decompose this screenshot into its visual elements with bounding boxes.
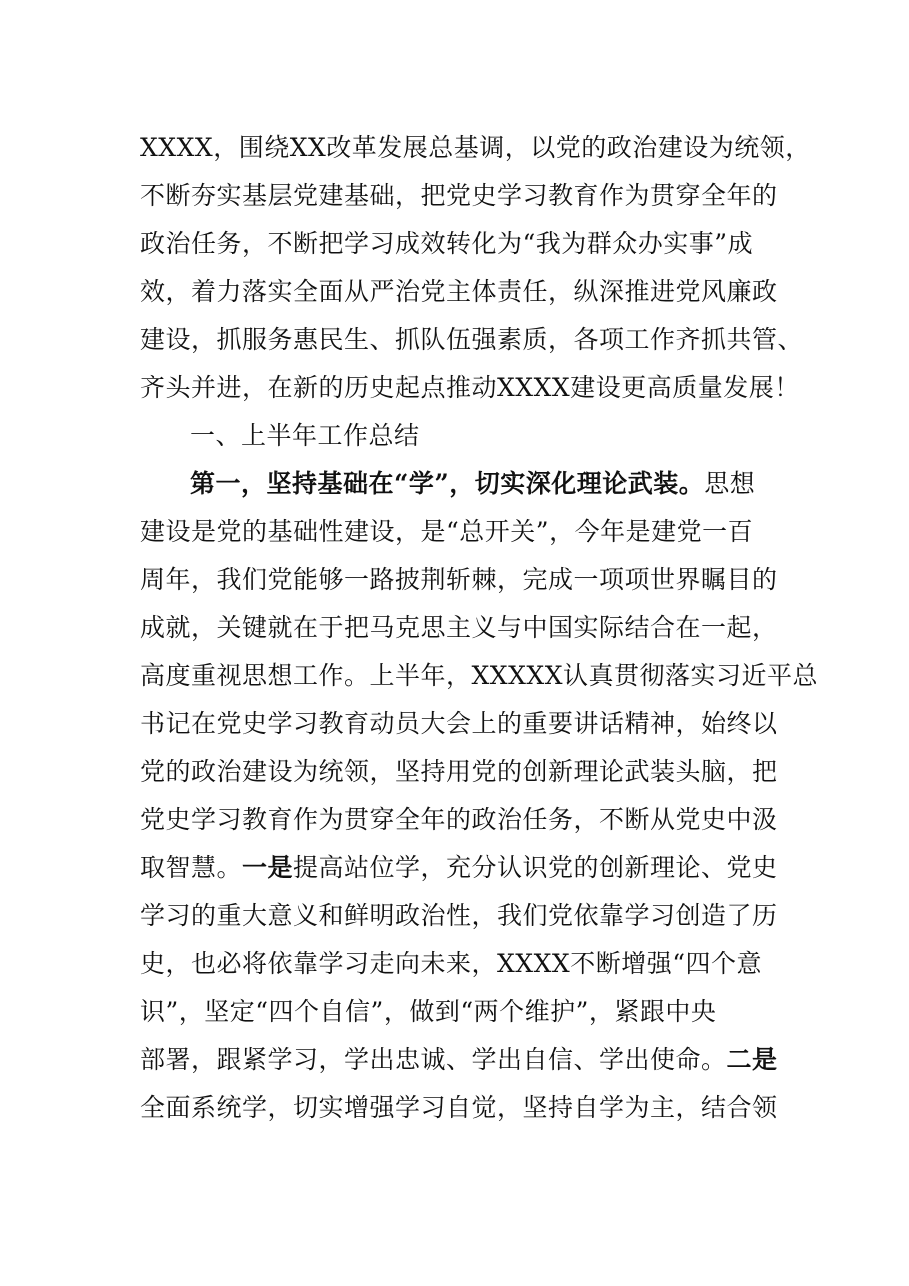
para1-line-yi xyxy=(140,844,780,892)
yi-rest: 提高站位学，充分认识党的创新理论、党史 xyxy=(293,853,778,882)
para1-lead-line xyxy=(140,460,780,508)
para1-line-5: 书记在党史学习教育动员大会上的重要讲话精神，始终以 xyxy=(140,709,778,738)
para1-line-3: 成就，关键就在于把马克思主义与中国实际结合在一起， xyxy=(140,613,778,642)
intro-line-5: 建设，抓服务惠民生、抓队伍强素质，各项工作齐抓共管、 xyxy=(140,325,804,354)
intro-line-3: 政治任务，不断把学习成效转化为“我为群众办实事”成 xyxy=(140,229,754,258)
para1-line-2: 周年，我们党能够一路披荆斩棘，完成一项项世界瞩目的 xyxy=(140,565,778,594)
yi-pre: 取智慧。 xyxy=(140,853,243,882)
er-bold: 二是 xyxy=(726,1045,778,1074)
intro-line-4: 效，着力落实全面从严治党主体责任，纵深推进党风廉政 xyxy=(140,277,778,306)
er-pre: 部署，跟紧学习，学出忠诚、学出自信、学出使命。 xyxy=(140,1045,727,1074)
section-heading: 一、上半年工作总结 xyxy=(190,421,420,450)
document-body xyxy=(140,124,818,1132)
para1-line-4: 高度重视思想工作。上半年，XXXXX认真贯彻落实习近平总 xyxy=(140,661,818,690)
yi-bold: 一是 xyxy=(242,853,294,882)
para1-lead-bold: 第一，坚持基础在“学”，切实深化理论武装。 xyxy=(190,469,705,498)
para1-line-er xyxy=(140,1036,780,1084)
para1-last-line: 全面系统学，切实增强学习自觉，坚持自学为主，结合领 xyxy=(140,1093,778,1122)
para1-line-1: 建设是党的基础性建设，是“总开关”，今年是建党一百 xyxy=(140,517,754,546)
para1-line-6: 党的政治建设为统领，坚持用党的创新理论武装头脑，把 xyxy=(140,757,778,786)
para1-lead-rest: 思想 xyxy=(704,469,756,498)
intro-line-2: 不断夯实基层党建基础，把党史学习教育作为贯穿全年的 xyxy=(140,181,778,210)
para1-line-10: 史，也必将依靠学习走向未来，XXXX不断增强“四个意 xyxy=(140,949,762,978)
intro-line-1: XXXX，围绕XX改革发展总基调，以党的政治建设为统领， xyxy=(140,133,811,162)
intro-line-6: 齐头并进，在新的历史起点推动XXXX建设更高质量发展！ xyxy=(140,373,800,402)
para1-line-9: 学习的重大意义和鲜明政治性，我们党依靠学习创造了历 xyxy=(140,901,778,930)
para1-line-7: 党史学习教育作为贯穿全年的政治任务，不断从党史中汲 xyxy=(140,805,778,834)
para1-line-11: 识”，坚定“四个自信”，做到“两个维护”，紧跟中央 xyxy=(140,997,717,1026)
